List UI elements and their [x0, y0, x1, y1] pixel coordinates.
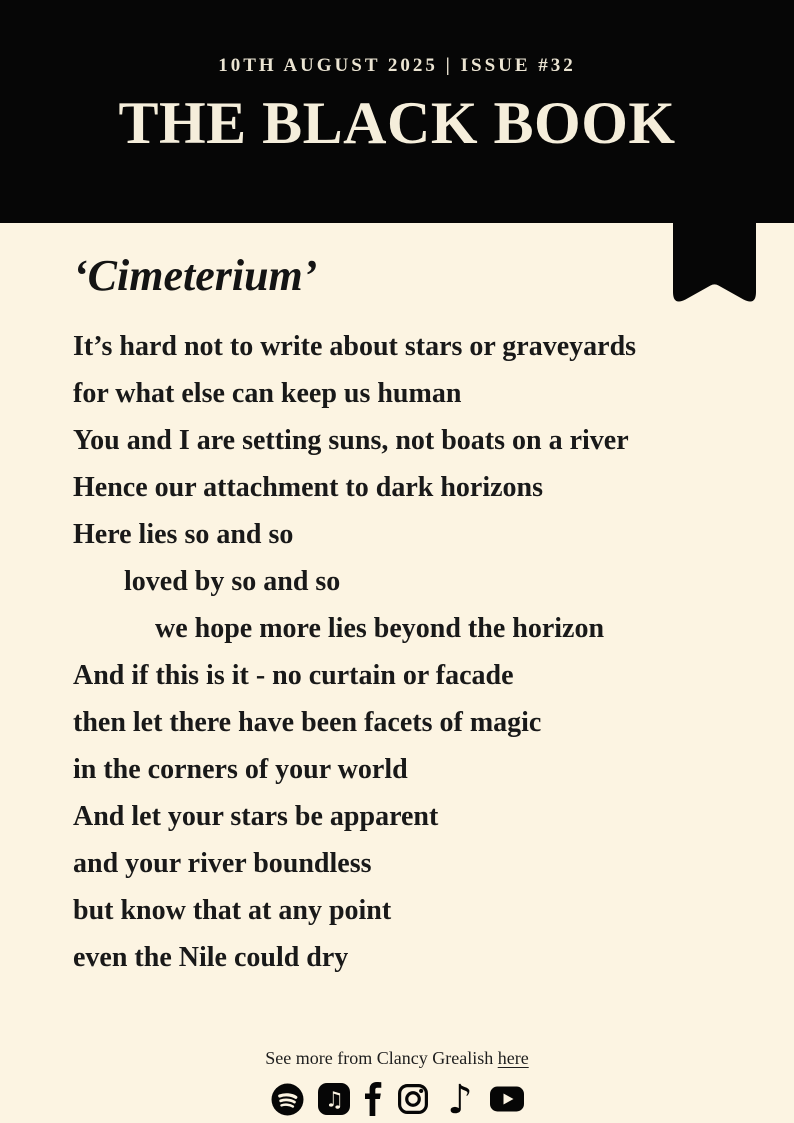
poem-line: we hope more lies beyond the horizon — [155, 613, 605, 644]
social-icons-row — [0, 1080, 794, 1118]
poem-line: even the Nile could dry — [73, 942, 349, 973]
svg-text:♫: ♫ — [324, 1087, 344, 1112]
see-more-link[interactable]: here — [497, 1048, 529, 1068]
poem-title: ‘Cimeterium’ — [73, 251, 318, 300]
tiktok-icon[interactable] — [444, 1080, 476, 1118]
see-more-line — [0, 1048, 794, 1069]
instagram-icon[interactable] — [396, 1082, 430, 1116]
page-title: THE BLACK BOOK — [118, 90, 676, 156]
svg-text:♪: ♪ — [446, 1080, 473, 1118]
poem-line: And if this is it - no curtain or facade — [73, 660, 514, 691]
see-more-text: See more from Clancy Grealish — [265, 1048, 498, 1068]
poem-line: It’s hard not to write about stars or graveyards — [73, 331, 637, 362]
poem-line: then let there have been facets of magic — [73, 707, 542, 738]
poem-line: in the corners of your world — [73, 754, 408, 785]
poem-line: and your river boundless — [73, 848, 372, 879]
bookmark-ribbon-icon — [673, 222, 756, 308]
poem-line: Hence our attachment to dark horizons — [73, 472, 543, 503]
poem-section — [0, 249, 794, 981]
spotify-icon[interactable] — [271, 1083, 304, 1116]
poem-body — [73, 323, 754, 981]
issue-date-line: 10TH AUGUST 2025 | ISSUE #32 — [218, 55, 576, 76]
youtube-icon[interactable] — [490, 1082, 524, 1116]
poem-line: And let your stars be apparent — [73, 801, 439, 832]
header-band — [0, 0, 794, 223]
poem-line: for what else can keep us human — [73, 378, 462, 409]
poem-line: You and I are setting suns, not boats on a river — [73, 425, 629, 456]
footer — [0, 1048, 794, 1118]
poem-line: loved by so and so — [124, 566, 341, 597]
poem-line: but know that at any point — [73, 895, 392, 926]
facebook-icon[interactable] — [364, 1082, 382, 1116]
apple-music-icon[interactable] — [318, 1083, 350, 1115]
poem-line: Here lies so and so — [73, 519, 294, 550]
